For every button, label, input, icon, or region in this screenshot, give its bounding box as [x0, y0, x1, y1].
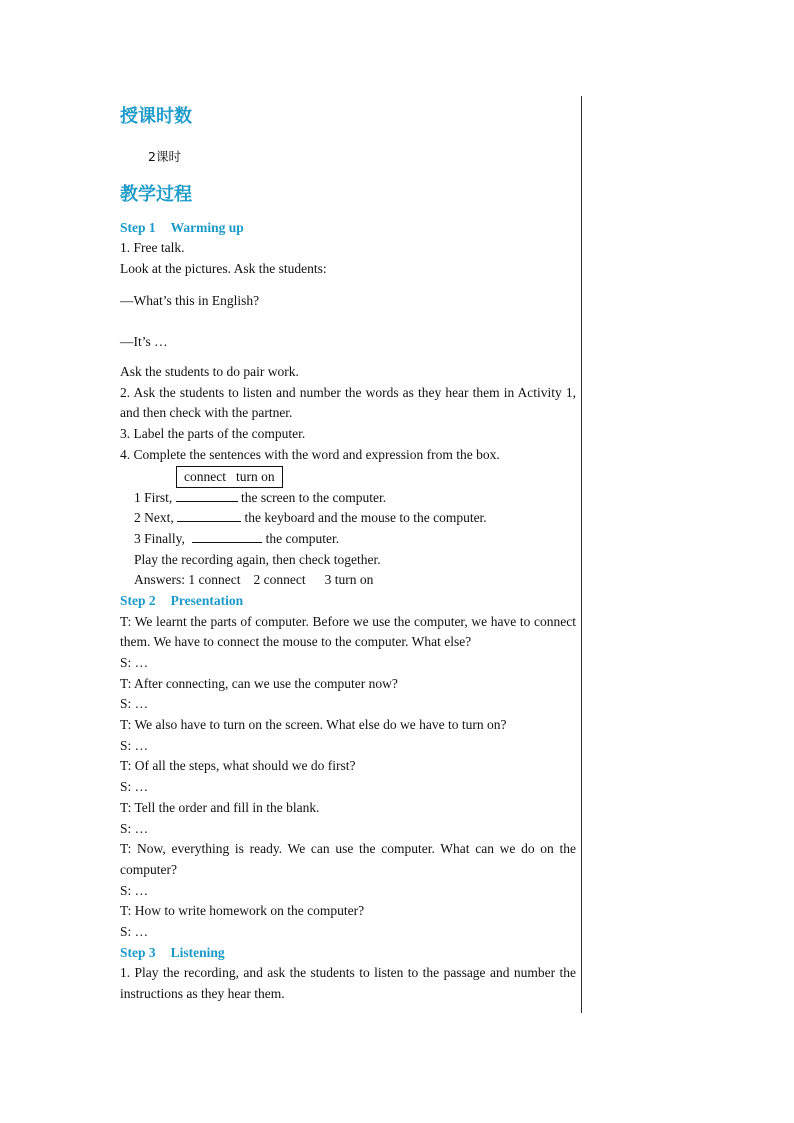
- dialogue-line: T: Now, everything is ready. We can use the computer. What can we do on the computer?: [120, 841, 576, 877]
- sentence-text: 2 Next,: [134, 510, 178, 526]
- step1-line: —What’s this in English?: [120, 292, 260, 308]
- answer-item: 2 connect: [253, 572, 306, 588]
- hours-heading: 授课时数: [120, 106, 192, 127]
- step3-label: Step 3: [120, 944, 156, 960]
- sentence-1: [120, 488, 576, 509]
- sentence-text: 3 Finally,: [134, 530, 189, 546]
- word-box: [176, 466, 283, 488]
- word-box-row: [120, 466, 576, 488]
- step1-line: 3. Label the parts of the computer.: [120, 426, 306, 442]
- dialogue-line: T: We learnt the parts of computer. Before we use the computer, we have to connect them. We have to connect the mouse to the computer. What else?: [120, 613, 576, 650]
- step1-line: Ask the students to do pair work.: [120, 364, 299, 380]
- dialogue-line: S: …: [120, 882, 149, 898]
- answer-item: Answers: 1 connect: [134, 572, 241, 588]
- step1-line: —It’s …: [120, 334, 168, 350]
- dialogue-line: T: Tell the order and fill in the blank.: [120, 799, 320, 815]
- dialogue-line: S: …: [120, 654, 149, 670]
- dialogue-line: T: Of all the steps, what should we do first?: [120, 758, 356, 774]
- step2-label: Step 2: [120, 593, 156, 609]
- play-again-line: Play the recording again, then check together.: [134, 551, 381, 567]
- dialogue-line: S: …: [120, 696, 149, 712]
- sentence-text: the screen to the computer.: [237, 489, 387, 505]
- step3-line: 1. Play the recording, and ask the students to listen to the passage and number the instructions as they hear them.: [120, 965, 576, 1001]
- step1-label: Step 1: [120, 219, 156, 235]
- lesson-plan-content: [120, 104, 576, 1005]
- answer-blank: [192, 529, 262, 543]
- answer-item: 3 turn on: [324, 572, 374, 588]
- step2-title: Presentation: [170, 593, 244, 609]
- sentence-2: [120, 508, 576, 529]
- answer-blank: [176, 488, 238, 502]
- word-box-item: connect: [184, 468, 226, 484]
- dialogue-line: S: …: [120, 924, 149, 940]
- step1-line: 2. Ask the students to listen and number the words as they hear them in Activity 1, and then check with the partner.: [120, 384, 576, 421]
- hours-value: 2课时: [148, 149, 181, 164]
- sentence-text: the keyboard and the mouse to the computer.: [241, 510, 487, 526]
- word-box-item: turn on: [235, 468, 275, 484]
- step3-heading: [120, 943, 576, 964]
- step1-title: Warming up: [170, 219, 244, 235]
- dialogue-line: T: We also have to turn on the screen. What else do we have to turn on?: [120, 717, 507, 733]
- answer-blank: [177, 508, 241, 522]
- step1-line: 1. Free talk.: [120, 240, 185, 256]
- dialogue-line: S: …: [120, 737, 149, 753]
- step3-title: Listening: [170, 944, 225, 960]
- table-right-border: [581, 96, 582, 1013]
- dialogue-line: T: How to write homework on the computer?: [120, 903, 365, 919]
- sentence-text: 1 First,: [134, 489, 176, 505]
- sentence-text: the computer.: [262, 530, 340, 546]
- process-heading: 教学过程: [120, 183, 192, 205]
- step2-heading: [120, 591, 576, 612]
- dialogue-line: S: …: [120, 779, 149, 795]
- dialogue-line: S: …: [120, 820, 149, 836]
- step1-heading: [120, 218, 576, 239]
- dialogue-line: T: After connecting, can we use the computer now?: [120, 675, 398, 691]
- sentence-3: [120, 529, 576, 550]
- step1-line: Look at the pictures. Ask the students:: [120, 260, 327, 276]
- step1-line: 4. Complete the sentences with the word and expression from the box.: [120, 446, 500, 462]
- answers-line: [120, 570, 576, 591]
